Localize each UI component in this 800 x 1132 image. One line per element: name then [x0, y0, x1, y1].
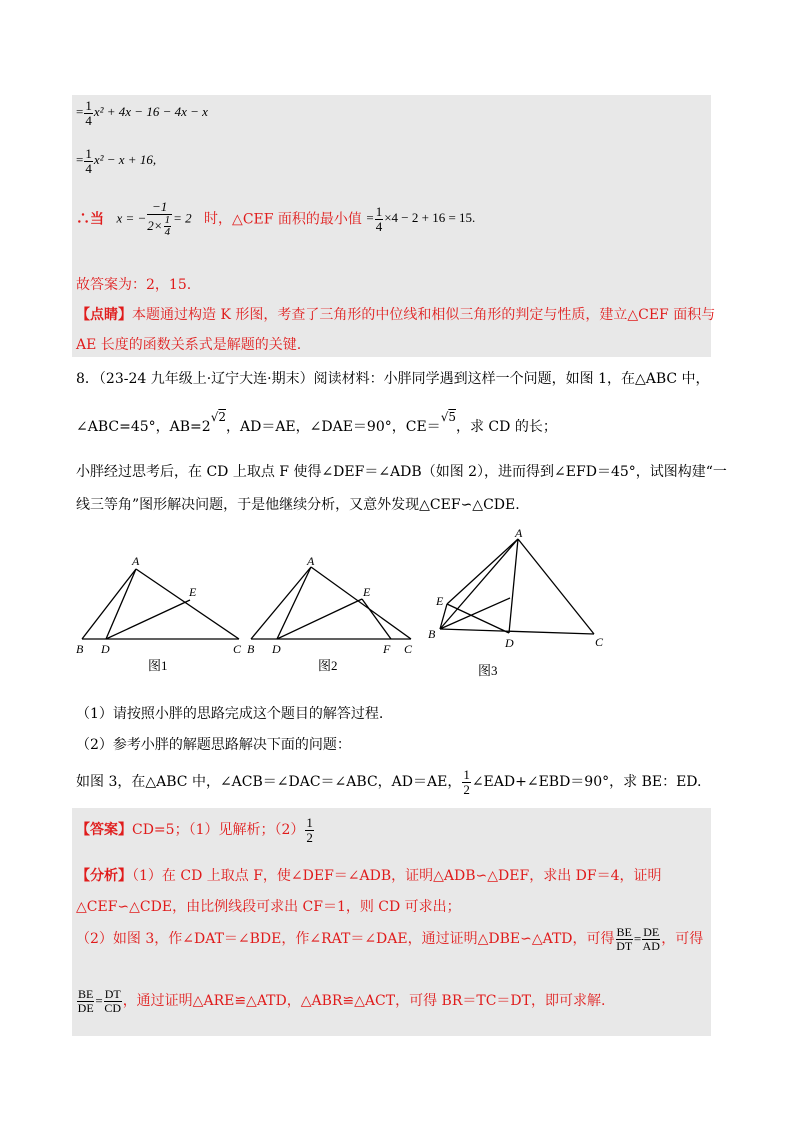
figure-1	[82, 569, 239, 639]
geometry-figures	[0, 525, 800, 695]
fig1-label-D: D	[101, 642, 110, 656]
fig2-label-F: F	[383, 642, 391, 656]
fig3-label-B: B	[428, 627, 436, 641]
problem-8-line-2: ∠ABC=45°，AB=2√2，AD＝AE，∠DAE＝90°，CE＝√5，求 CD 的长；	[76, 410, 557, 435]
fraction: $\frac{1}{4}$	[85, 98, 92, 128]
fig2-label-D: D	[272, 642, 281, 656]
fig2-label-A: A	[307, 554, 315, 568]
fig1-caption: 图1	[148, 658, 168, 673]
fig1-label-A: A	[132, 554, 140, 568]
fig3-label-E: E	[436, 594, 444, 608]
solution-line-1: = $\frac{1}{4}$ x² + 4x − 16 − 4x − x	[76, 98, 208, 128]
solution-line-2: = $\frac{1}{4}$ x² − x + 16,	[76, 146, 157, 176]
analysis-line-4: $\frac{BE}{DE}$ = $\frac{DT}{CD}$ ，通过证明△ARE≌△ATD，△ABR≌△ACT，可得 BR＝TC＝DT，即可求解.	[77, 987, 606, 1015]
fig1-label-B: B	[76, 642, 84, 656]
fig3-caption: 图3	[478, 663, 498, 678]
fig2-label-B: B	[247, 642, 255, 656]
comment-line-1: 【点睛】本题通过构造 K 形图，考查了三角形的中位线和相似三角形的判定与性质，建立△CEF 面积与	[76, 307, 716, 323]
problem-8-line-4: 线三等角”图形解决问题，于是他继续分析，又意外发现△CEF∽△CDE.	[76, 497, 520, 513]
question-2-detail: 如图 3，在△ABC 中，∠ACB＝∠DAC＝∠ABC，AD＝AE， $\frac{1}{2}$ ∠EAD+∠EBD＝90°，求 BE：ED.	[76, 767, 702, 797]
fig1-label-C: C	[233, 642, 242, 656]
x-expression: x = − −1 2× $\frac{1}{4}$ = 2	[116, 199, 192, 239]
problem-8-line-1: 8．（23-24 九年级上·辽宁大连·期末）阅读材料：小胖同学遇到这样一个问题，如图 1，在△ABC 中，	[76, 371, 710, 387]
fig2-caption: 图2	[318, 658, 338, 673]
fig3-label-A: A	[515, 526, 523, 540]
analysis-line-1: 【分析】（1）在 CD 上取点 F，使∠DEF＝∠ADB，证明△ADB∽△DEF，求出 DF＝4，证明	[76, 868, 662, 884]
fig2-label-C: C	[404, 642, 413, 656]
problem-8-line-3: 小胖经过思考后，在 CD 上取点 F 使得∠DEF＝∠ADB（如图 2），进而得到∠EFD＝45°，试图构建“一	[76, 464, 727, 480]
fig3-label-D: D	[505, 636, 514, 650]
figure-2	[251, 567, 411, 639]
fig3-label-C: C	[595, 635, 604, 649]
analysis-line-2: △CEF∽△CDE，由比例线段可求出 CF＝1，则 CD 可求出；	[76, 899, 461, 915]
fig1-label-E: E	[189, 585, 197, 599]
question-1: （1）请按照小胖的思路完成这个题目的解答过程.	[76, 706, 384, 722]
fraction: $\frac{1}{4}$	[85, 146, 92, 176]
solution-line-3: ∴当 x = − −1 2× $\frac{1}{4}$ = 2 时，△CEF 面积的最小值 = $\frac{1}{4}$ ×4 − 2 + 16 = 15.	[76, 199, 476, 239]
analysis-line-3: （2）如图 3，作∠DAT＝∠BDE，作∠RAT＝∠DAE，通过证明△DBE∽△ATD，可得 $\frac{BE}{DT}$ = $\frac{DE}{AD}$ ，可得	[76, 925, 704, 953]
comment-line-2: AE 长度的函数关系式是解题的关键.	[76, 337, 302, 353]
fig2-label-E: E	[363, 585, 371, 599]
answer-8: 【答案】CD=5；（1）见解析；（2） $\frac{1}{2}$	[76, 815, 313, 845]
answer-line: 故答案为：2，15.	[76, 277, 192, 293]
min-area-calc: = $\frac{1}{4}$ ×4 − 2 + 16 = 15.	[366, 204, 476, 234]
question-2: （2）参考小胖的解题思路解决下面的问题：	[76, 737, 351, 753]
figure-3	[440, 539, 594, 634]
